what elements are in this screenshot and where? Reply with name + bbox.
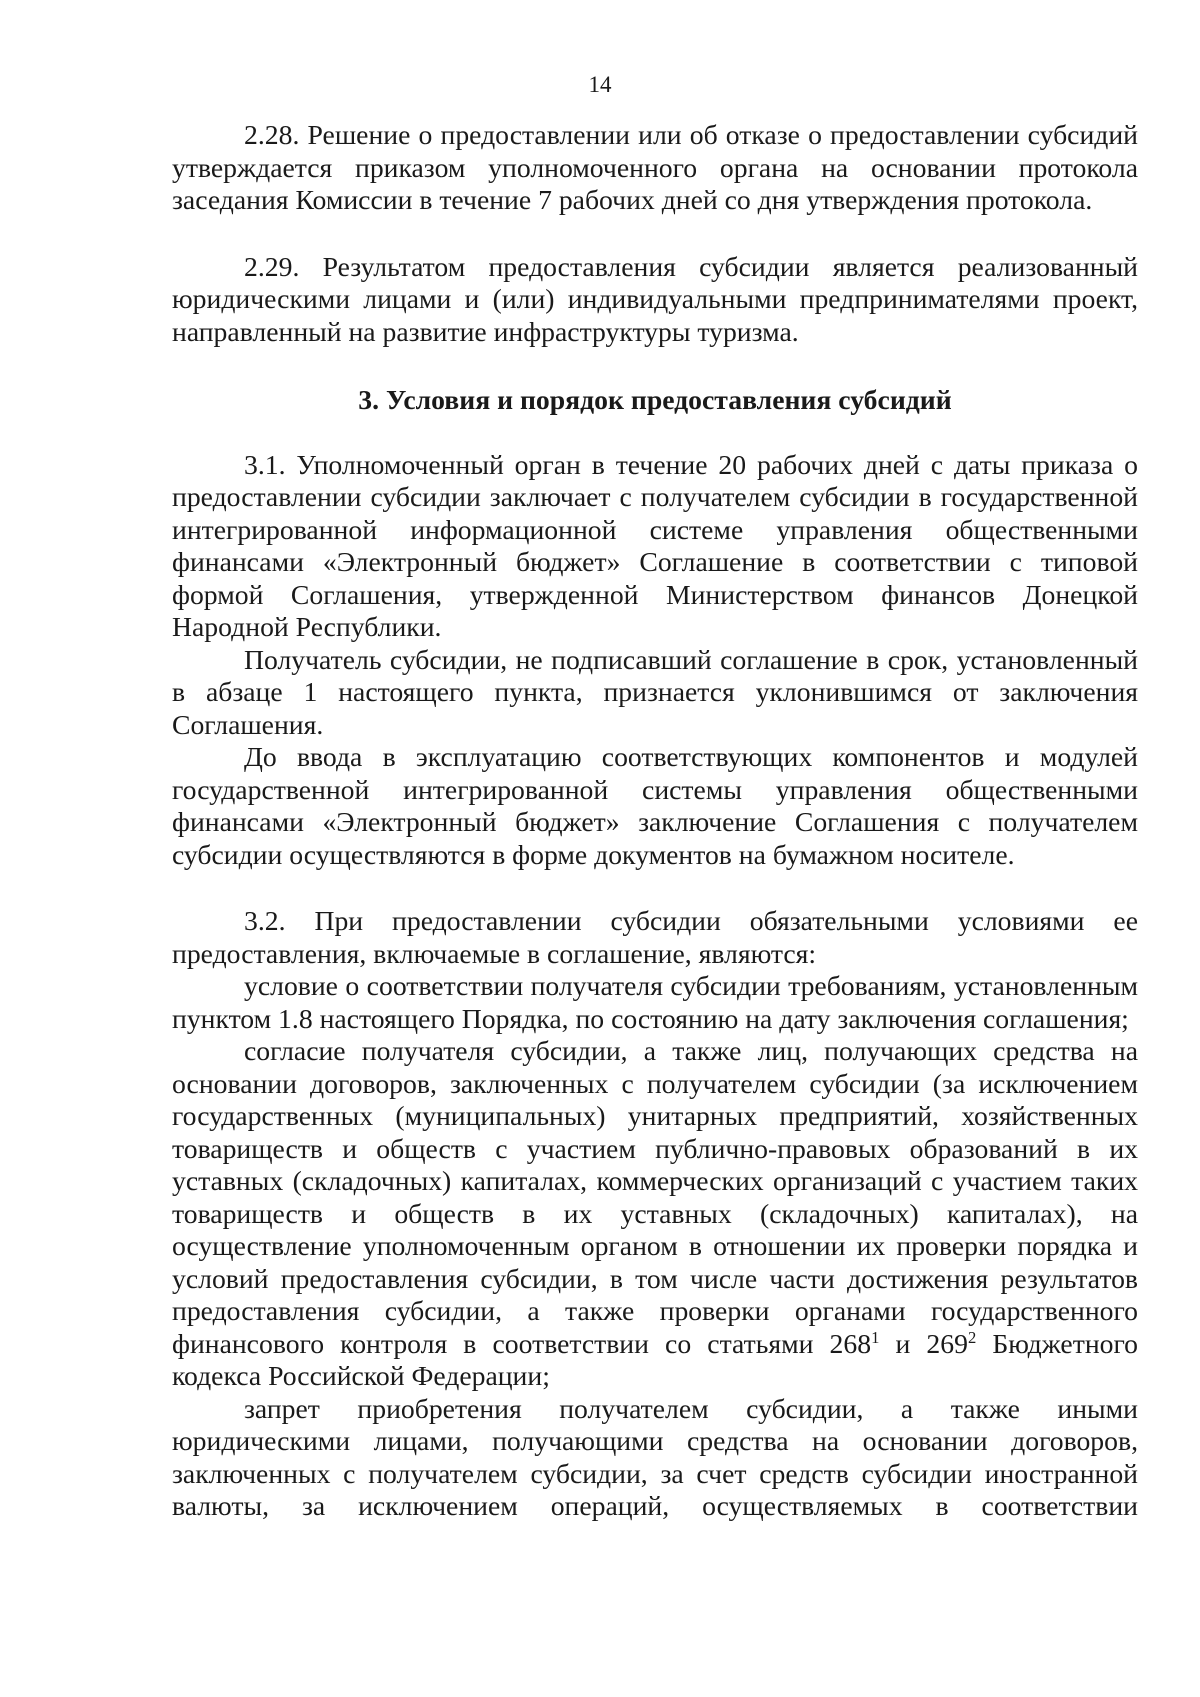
footnote-superscript-2: 2 <box>967 1327 977 1347</box>
condition-consent-text: согласие получателя субсидии, а также лиц, получающих средства на основании договоров, заключенных с получателем субсидии (за исключением государственных (муниципальных) унитарных предприятий, хозяйственных товариществ и обществ с участием публично-правовых образований в их уставных (складочных) капиталах, коммерческих организаций с участием таких товариществ и обществ в их уставных (складочных) капиталах), на осуществление уполномоченным органом в отношении их проверки порядка и условий предоставления субсидии, в том числе части достижения результатов предоставления субсидии, а также проверки органами государственного финансового контроля в соответствии со статьями 268 <box>172 1035 1138 1359</box>
footnote-superscript-1: 1 <box>871 1327 880 1347</box>
paragraph-3-2: 3.2. При предоставлении субсидии обязательными условиями ее предоставления, включаемые в соглашение, являются: <box>172 905 1138 969</box>
document-body <box>172 119 1138 1523</box>
paragraph-2-28: 2.28. Решение о предоставлении или об отказе о предоставлении субсидий утверждается приказом уполномоченного органа на основании протокола заседания Комиссии в течение 7 рабочих дней со дня утверждения протокола. <box>172 119 1138 215</box>
condition-currency-ban: запрет приобретения получателем субсидии, а также иными юридическими лицами, получающими средства на основании договоров, заключенных с получателем субсидии, за счет средств субсидии иностранной валюты, за исключением операций, осуществляемых в соответствии <box>172 1392 1138 1521</box>
condition-compliance: условие о соответствии получателя субсидии требованиям, установленным пунктом 1.8 настоящего Порядка, по состоянию на дату заключения соглашения; <box>172 970 1138 1034</box>
page-number: 14 <box>588 72 612 97</box>
condition-consent <box>172 1035 1138 1393</box>
paragraph-2-29: 2.29. Результатом предоставления субсидии является реализованный юридическими лицами и (или) индивидуальными предпринимателями проект, направленный на развитие инфраструктуры туризма. <box>172 250 1138 347</box>
paragraph-3-1: 3.1. Уполномоченный орган в течение 20 рабочих дней с даты приказа о предоставлении субсидии заключает с получателем субсидии в государственной интегрированной информационной системе управления общественными финансами «Электронный бюджет» Соглашение в соответствии с типовой формой Соглашения, утвержденной Министерством финансов Донецкой Народной Республики. <box>172 448 1138 642</box>
paragraph-3-1-recipient: Получатель субсидии, не подписавший соглашение в срок, установленный в абзаце 1 настоящего пункта, признается уклонившимся от заключения Соглашения. <box>172 643 1138 740</box>
paragraph-3-1-before-launch: До ввода в эксплуатацию соответствующих компонентов и модулей государственной интегрированной системы управления общественными финансами «Электронный бюджет» заключение Соглашения с получателем субсидии осуществляются в форме документов на бумажном носителе. <box>172 741 1138 870</box>
condition-consent-text-3: Бюджетного кодекса Российской Федерации; <box>172 1327 1138 1391</box>
section-3-heading: 3. Условия и порядок предоставления субсидий <box>358 384 952 415</box>
condition-consent-text-2: и 269 <box>879 1327 968 1359</box>
